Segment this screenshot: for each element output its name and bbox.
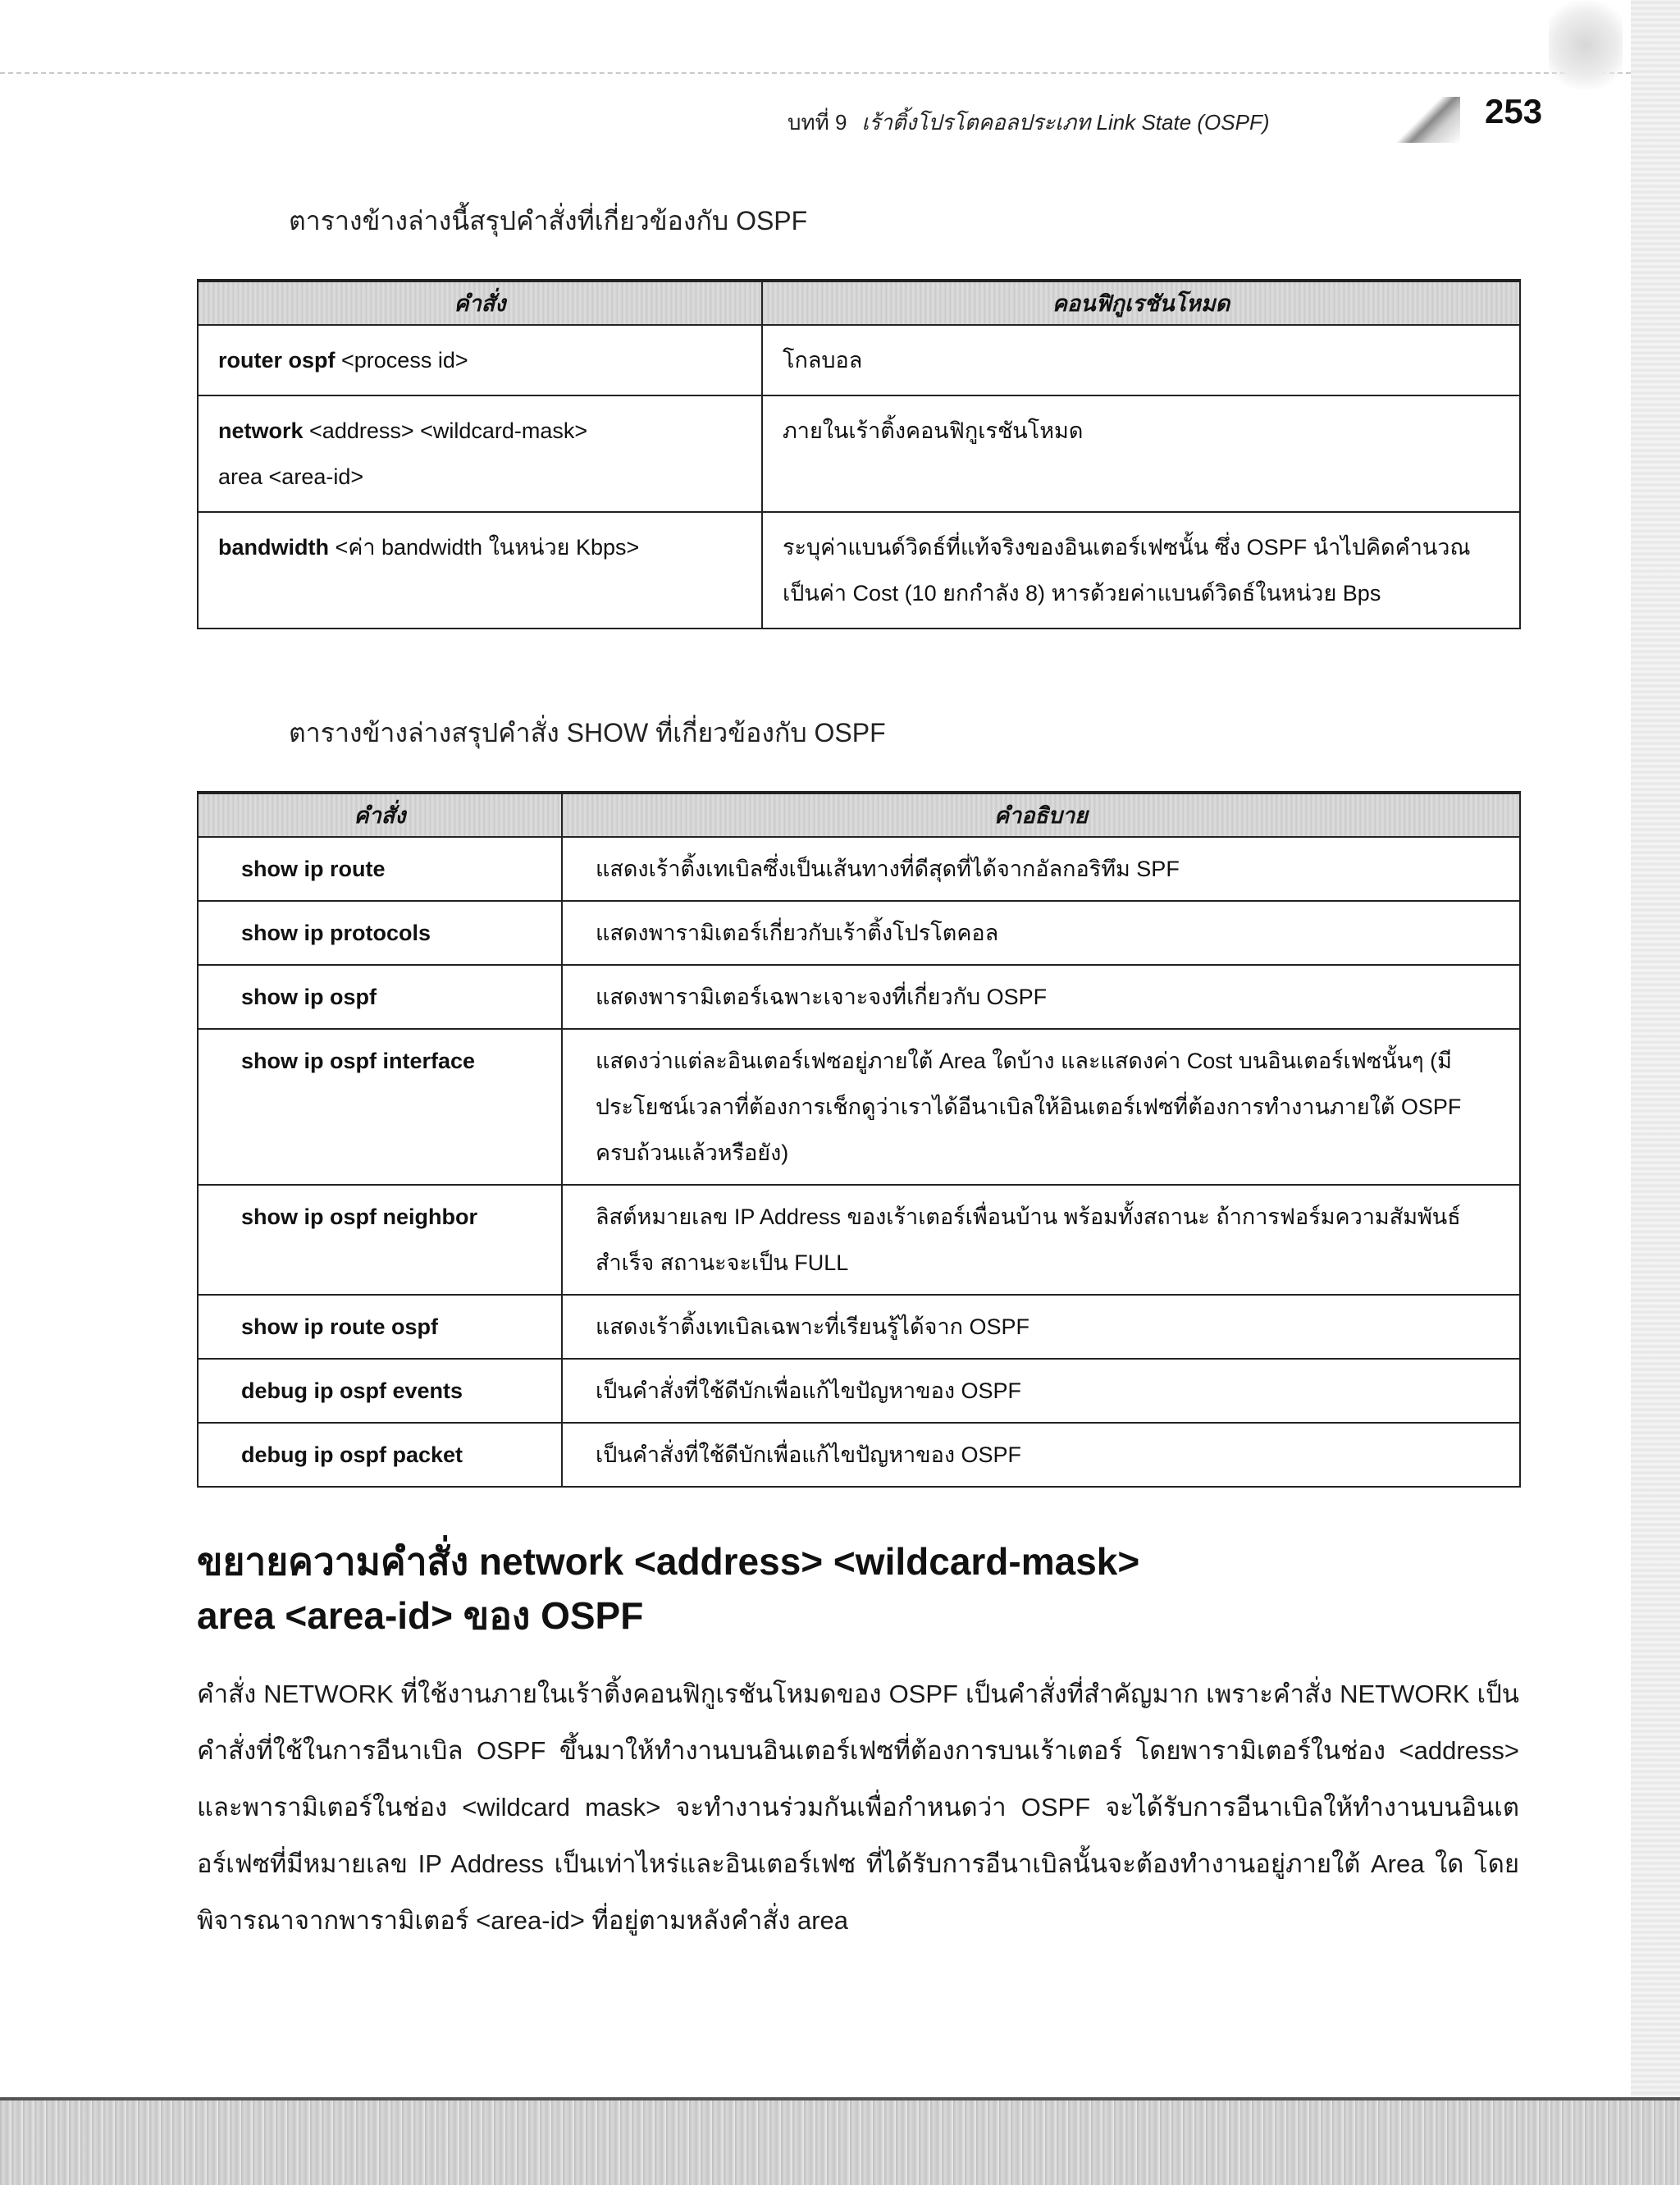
scan-artifact-top — [0, 72, 1680, 74]
table-row — [198, 1295, 1520, 1359]
table-row — [198, 837, 1520, 901]
command-cell: show ip route ospf — [198, 1295, 562, 1359]
table-row — [198, 512, 1520, 629]
body-paragraph: คำสั่ง NETWORK ที่ใช้งานภายในเร้าติ้งคอนฟิกูเรชันโหมดของ OSPF เป็นคำสั่งที่สำคัญมาก เพราะคำสั่ง NETWORK เป็นคำสั่งที่ใช้ในการอีนาเบิล OSPF ขึ้นมาให้ทำงานบนอินเตอร์เฟซที่ต้องการบนเร้าเตอร์ โดยพารามิเตอร์ในช่อง <address> และพารามิเตอร์ในช่อง <wildcard mask> จะทำงานร่วมกันเพื่อกำหนดว่า OSPF จะได้รับการอีนาเบิลให้ทำงานบนอินเตอร์เฟซที่มีหมายเลข IP Address เป็นเท่าไหร่และอินเตอร์เฟซ ที่ได้รับการอีนาเบิลนั้นจะต้องทำงานอยู่ภายใต้ Area ใด โดยพิจารณาจากพารามิเตอร์ <area-id> ที่อยู่ตามหลังคำสั่ง area — [197, 1680, 1519, 1935]
section-heading — [197, 1534, 1526, 1643]
table-header-row — [198, 281, 1520, 325]
chapter-title: เร้าติ้งโปรโตคอลประเภท Link State (OSPF) — [861, 109, 1270, 135]
column-header-mode: คอนฟิกูเรชันโหมด — [762, 281, 1520, 325]
command-cell — [198, 395, 762, 512]
running-header — [788, 102, 1270, 143]
description-cell: แสดงว่าแต่ละอินเตอร์เฟซอยู่ภายใต้ Area ใดบ้าง และแสดงค่า Cost บนอินเตอร์เฟซนั้นๆ (มีประโยชน์เวลาที่ต้องการเช็กดูว่าเราได้อีนาเบิลให้อินเตอร์เฟซที่ต้องการทำงานภายใต้ OSPF ครบถ้วนแล้วหรือยัง) — [562, 1029, 1520, 1185]
command-args-line2: area <area-id> — [218, 464, 364, 489]
command-cell: show ip ospf neighbor — [198, 1185, 562, 1295]
column-header-description: คำอธิบาย — [562, 793, 1520, 837]
scan-edge — [1631, 0, 1680, 2185]
column-header-command: คำสั่ง — [198, 281, 762, 325]
chapter-label: บทที่ 9 — [788, 109, 847, 135]
command-cell: debug ip ospf packet — [198, 1423, 562, 1487]
table-row — [198, 325, 1520, 395]
command-cell: show ip ospf interface — [198, 1029, 562, 1185]
table-header-row — [198, 793, 1520, 837]
command-cell: debug ip ospf events — [198, 1359, 562, 1423]
table-row — [198, 1359, 1520, 1423]
command-args: <address> <wildcard-mask> — [303, 418, 588, 443]
page-number: 253 — [1485, 92, 1543, 130]
ospf-show-commands-table — [197, 791, 1521, 1488]
table-row — [198, 1423, 1520, 1487]
command-cell: show ip protocols — [198, 901, 562, 965]
table-row — [198, 901, 1520, 965]
command-args: <process id> — [335, 348, 468, 373]
command-cell — [198, 512, 762, 629]
column-header-command: คำสั่ง — [198, 793, 562, 837]
description-cell: ลิสต์หมายเลข IP Address ของเร้าเตอร์เพื่อนบ้าน พร้อมทั้งสถานะ ถ้าการฟอร์มความสัมพันธ์สำเร็จ สถานะจะเป็น FULL — [562, 1185, 1520, 1295]
table1-caption: ตารางข้างล่างนี้สรุปคำสั่งที่เกี่ยวข้องกับ OSPF — [289, 206, 808, 235]
description-cell: เป็นคำสั่งที่ใช้ดีบักเพื่อแก้ไขปัญหาของ OSPF — [562, 1359, 1520, 1423]
mode-cell: โกลบอล — [762, 325, 1520, 395]
section-heading-line1: ขยายความคำสั่ง network <address> <wildcard-mask> — [197, 1540, 1140, 1583]
description-cell: แสดงพารามิเตอร์เฉพาะเจาะจงที่เกี่ยวกับ OSPF — [562, 965, 1520, 1029]
header-ornament — [1395, 97, 1460, 143]
scan-artifact-bottom — [0, 2100, 1680, 2185]
command-args: <ค่า bandwidth ในหน่วย Kbps> — [328, 535, 640, 560]
description-cell: แสดงพารามิเตอร์เกี่ยวกับเร้าติ้งโปรโตคอล — [562, 901, 1520, 965]
ospf-commands-table — [197, 279, 1521, 629]
command-cell: show ip route — [198, 837, 562, 901]
table-row — [198, 1185, 1520, 1295]
table-row — [198, 395, 1520, 512]
table2-caption: ตารางข้างล่างสรุปคำสั่ง SHOW ที่เกี่ยวข้องกับ OSPF — [289, 718, 886, 747]
command-cell — [198, 325, 762, 395]
command-keyword: network — [218, 418, 304, 443]
command-cell: show ip ospf — [198, 965, 562, 1029]
command-keyword: bandwidth — [218, 535, 329, 560]
description-cell: แสดงเร้าติ้งเทเบิลเฉพาะที่เรียนรู้ได้จาก OSPF — [562, 1295, 1520, 1359]
table-row — [198, 1029, 1520, 1185]
scan-smudge — [1549, 0, 1623, 90]
command-keyword: router ospf — [218, 348, 336, 373]
mode-cell: ภายในเร้าติ้งคอนฟิกูเรชันโหมด — [762, 395, 1520, 512]
description-cell: เป็นคำสั่งที่ใช้ดีบักเพื่อแก้ไขปัญหาของ OSPF — [562, 1423, 1520, 1487]
description-cell: แสดงเร้าติ้งเทเบิลซึ่งเป็นเส้นทางที่ดีสุดที่ได้จากอัลกอริทึม SPF — [562, 837, 1520, 901]
section-heading-line2: area <area-id> ของ OSPF — [197, 1594, 644, 1637]
mode-cell: ระบุค่าแบนด์วิดธ์ที่แท้จริงของอินเตอร์เฟซนั้น ซึ่ง OSPF นำไปคิดคำนวณเป็นค่า Cost (10 ยกกำลัง 8) หารด้วยค่าแบนด์วิดธ์ในหน่วย Bps — [762, 512, 1520, 629]
table-row — [198, 965, 1520, 1029]
